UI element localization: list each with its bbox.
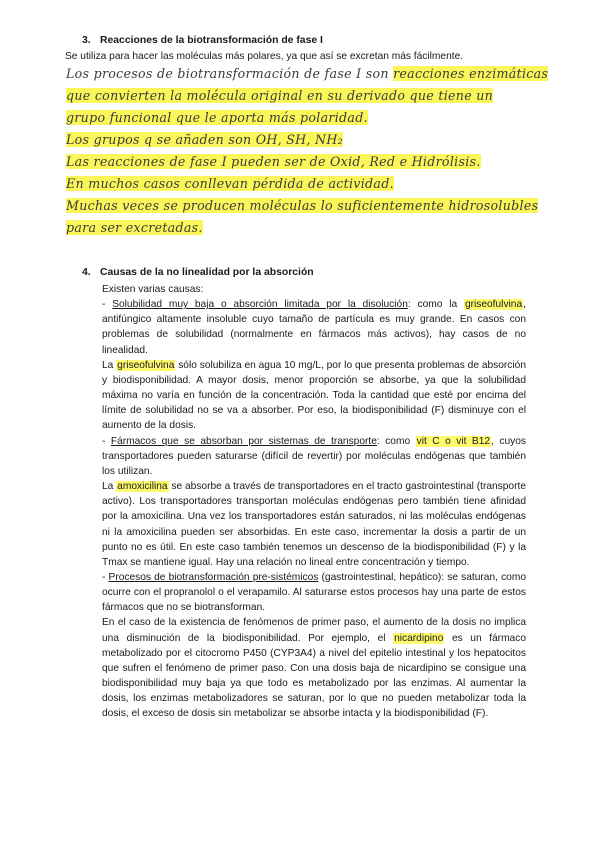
section-4-title: Causas de la no linealidad por la absorción [100,267,314,278]
paragraph-amoxicilina: La amoxicilina se absorbe a través de transportadores en el tracto gastrointestinal (transporte activo). Los transportadores transportan moléculas endógenas pero también tiene afinidad por la amoxicilina. Una vez los transportadores están saturados, ni las moléculas endógenas ni la amoxicilina pueden ser absorbidas. En este caso, incrementar la dosis a partir de un punto no es útil. En este caso también tenemos un descenso de la biodisponibilidad (F) y la Tmax se mantiene igual. Hay una relación no lineal entre concentración y tiempo. [102,481,526,568]
paragraph-first-pass: En el caso de la existencia de fenómenos de primer paso, el aumento de la dosis no implica una disminución de la biodisponibilidad. Por ejemplo, el nicardipino es un fármaco metabolizado por el citocromo P450 (CYP3A4) a nivel del epitelio intestinal y los hepatocitos que sufren el fenómeno de primer paso. Con una dosis baja de nicardipino se consigue una biodisponibilidad muy baja ya que todo es metabolizado por las enzimas. Al aumentar la dosis, los enzimas metabolizadores se saturan, por lo que no pueden metabolizar toda la dosis, el exceso de dosis sin metabolizar se absorbe intacta y la biodisponibilidad (F). [102,617,526,720]
section-3-heading [82,35,323,46]
paragraph-presystemic: - Procesos de biotransformación pre-sistémicos (gastrointestinal, hepático): se saturan, como ocurre con el propranolol o el verapamilo. Al saturarse estos procesos hay una parte de estos fármacos que no se biotransforman. [102,571,526,614]
hand-line-3: grupo funcional que le aporta más polaridad. [66,110,368,125]
section-3-title: Reacciones de la biotransformación de fase I [100,35,323,46]
paragraph-transport: - Fármacos que se absorban por sistemas de transporte: como vit C o vit B12, cuyos transportadores pueden saturarse (difícil de revertir) por moléculas endógenas que también los utilizan. [102,435,526,477]
section-4-heading [82,267,314,278]
hand-line-1: Los procesos de biotransformación de fase I son reacciones enzimáticas [66,66,549,81]
section-4-number: 4. [82,267,91,278]
handwritten-notes [66,66,566,246]
hand-line-4: Los grupos q se añaden son OH, SH, NH₂ [66,132,343,147]
section-3-intro: Se utiliza para hacer las moléculas más polares, ya que así se excretan más fácilmente. [65,51,464,62]
section-4-body [102,282,526,722]
hand-line-2: que convierten la molécula original en su derivado que tiene un [66,88,494,103]
hand-line-6: En muchos casos conllevan pérdida de actividad. [66,176,394,191]
hand-line-5: Las reacciones de fase I pueden ser de Oxid, Red e Hidrólisis. [66,154,481,169]
paragraph-griseofulvina: La griseofulvina sólo solubiliza en agua 10 mg/L, por lo que presenta problemas de absorción y biodisponibilidad. A mayor dosis, menor proporción se absorbe, ya que la solubilidad máxima no varía en función de la concentración. Toda la cantidad que esté por encima del límite de solubilidad no se va a absorber. Por eso, la biodisponibilidad (F) disminuye con el aumento de la dosis. [102,359,526,432]
paragraph-intro: Existen varias causas: [102,284,204,295]
section-3-number: 3. [82,35,91,46]
hand-line-7: Muchas veces se producen moléculas lo suficientemente hidrosolubles [66,198,539,213]
hand-line-8: para ser excretadas. [66,220,203,235]
paragraph-solubility: - Solubilidad muy baja o absorción limitada por la disolución: como la griseofulvina, antifúngico altamente insoluble cuyo tamaño de partícula es muy grande. En casos con problemas de solubilidad (normalmente en fármacos más activos), hay casos de no linealidad. [102,299,526,356]
